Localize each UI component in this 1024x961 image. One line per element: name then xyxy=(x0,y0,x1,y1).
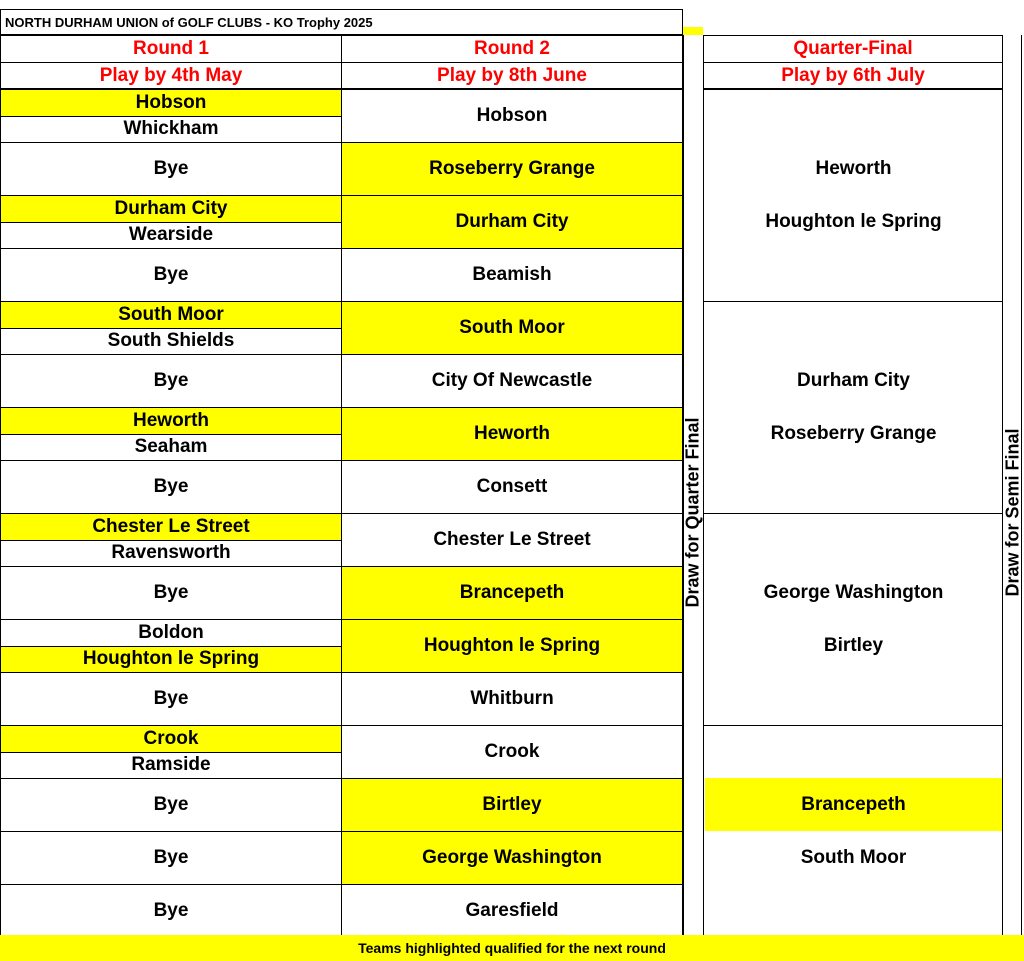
draw-semi-final-label: Draw for Semi Final xyxy=(1003,427,1024,597)
round1-team: Durham City xyxy=(0,195,342,223)
round1-team: Heworth xyxy=(0,407,342,435)
header-quarter: Quarter-Final xyxy=(703,35,1003,63)
footer-note: Teams highlighted qualified for the next round xyxy=(0,935,1024,961)
round1-team: Bye xyxy=(0,884,342,938)
round1-team: Bye xyxy=(0,142,342,196)
quarter-team: Durham City xyxy=(797,369,910,391)
header-round2-date: Play by 8th June xyxy=(341,62,683,89)
header-round1: Round 1 xyxy=(0,35,342,63)
round2-team: Garesfield xyxy=(341,884,683,938)
round2-team: Chester Le Street xyxy=(341,513,683,567)
round1-team: Boldon xyxy=(0,619,342,647)
round1-team: Seaham xyxy=(0,434,342,462)
round2-team: Brancepeth xyxy=(341,566,683,620)
quarter-team: South Moor xyxy=(800,846,907,868)
round1-team: Bye xyxy=(0,354,342,408)
quarter-team: Heworth xyxy=(815,157,892,179)
round1-team: Ramside xyxy=(0,752,342,780)
header-quarter-date: Play by 6th July xyxy=(703,62,1003,89)
quarter-team: Roseberry Grange xyxy=(770,422,937,444)
quarter-team: Brancepeth xyxy=(705,778,1002,831)
round1-team: Bye xyxy=(0,460,342,514)
round1-team: Chester Le Street xyxy=(0,513,342,541)
round2-team: Houghton le Spring xyxy=(341,619,683,673)
round2-team: Durham City xyxy=(341,195,683,249)
quarter-team: Houghton le Spring xyxy=(765,210,942,232)
round1-team: Crook xyxy=(0,725,342,753)
round2-team: Consett xyxy=(341,460,683,514)
round1-team: Bye xyxy=(0,566,342,620)
round1-team: Bye xyxy=(0,672,342,726)
round1-team: Whickham xyxy=(0,116,342,144)
round2-team: Beamish xyxy=(341,248,683,302)
round1-team: Hobson xyxy=(0,89,342,117)
round2-team: City Of Newcastle xyxy=(341,354,683,408)
page-title: NORTH DURHAM UNION of GOLF CLUBS - KO Trophy 2025 xyxy=(0,9,683,35)
round2-team: Heworth xyxy=(341,407,683,461)
round2-team: Crook xyxy=(341,725,683,779)
round1-team: South Moor xyxy=(0,301,342,329)
round1-team: Houghton le Spring xyxy=(0,646,342,674)
title-accent-bar xyxy=(683,27,703,35)
header-round2: Round 2 xyxy=(341,35,683,63)
round1-team: Bye xyxy=(0,778,342,832)
round1-team: Bye xyxy=(0,248,342,302)
round2-team: George Washington xyxy=(341,831,683,885)
round2-team: Hobson xyxy=(341,89,683,143)
round1-team: Ravensworth xyxy=(0,540,342,568)
round2-team: Whitburn xyxy=(341,672,683,726)
header-round1-date: Play by 4th May xyxy=(0,62,342,89)
round1-team: Wearside xyxy=(0,222,342,250)
quarter-team: George Washington xyxy=(763,581,944,603)
round1-team: Bye xyxy=(0,831,342,885)
quarter-team: Birtley xyxy=(823,634,884,656)
round1-team: South Shields xyxy=(0,328,342,356)
round2-team: Roseberry Grange xyxy=(341,142,683,196)
round2-team: South Moor xyxy=(341,301,683,355)
draw-quarter-final-label: Draw for Quarter Final xyxy=(683,416,704,608)
round2-team: Birtley xyxy=(341,778,683,832)
